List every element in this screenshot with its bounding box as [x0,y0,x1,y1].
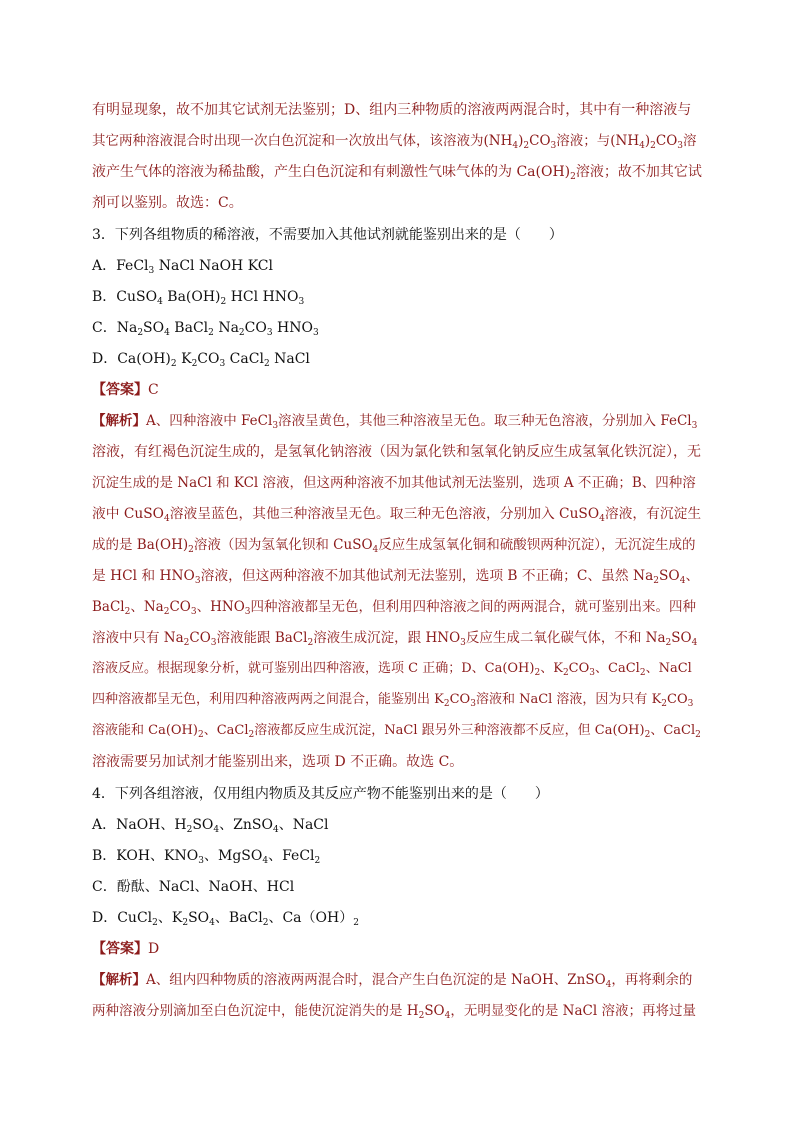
q3-option-c: C．$Na_2SO_4$ BaCl$_2$ $Na_2CO_3$ $HNO_3$ [92,320,319,338]
q3-answer [92,381,159,399]
q3-analysis-line-1 [92,412,697,430]
q3-analysis-text-1: A、四种溶液中 FeCl$_3$溶液呈黄色，其他三种溶液呈无色。取三种无色溶液，分别加入 FeCl$_3$ [146,413,698,431]
q3-stem: 3．下列各组物质的稀溶液，不需要加入其他试剂就能鉴别出来的是（ ） [92,227,563,243]
q3-analysis-line-10: 四种溶液都呈无色，利用四种溶液两两之间混合，能鉴别出 $K_2CO_3$溶液和 NaCl 溶液，因为只有 $K_2CO_3$ [92,692,694,709]
q3-option-d: D．$Ca(OH)_2$ $K_2CO_3$ CaCl$_2$ NaCl [92,351,310,369]
q4-analysis-tag: 【解析】 [92,972,146,988]
q3-answer-value: C [148,382,159,398]
q3-analysis-line-2: 溶液，有红褐色沉淀生成的，是氢氧化钠溶液（因为氯化铁和氢氧化钠反应生成氢氧化铁沉淀），无 [92,444,701,460]
q4-answer-tag: 【答案】 [92,941,148,957]
q3-analysis-line-5: 成的是 $Ba(OH)_2$溶液（因为氢氧化钡和 CuSO$_4$反应生成氢氧化铜和硫酸钡两种沉淀），无沉淀生成的 [92,537,696,555]
q4-analysis-text-1: A、组内四种物质的溶液两两混合时，混合产生白色沉淀的是 NaOH、ZnSO$_4$，再将剩余的 [146,972,693,990]
q3-answer-tag: 【答案】 [92,382,148,398]
q4-analysis-line-2: 两种溶液分别滴加至白色沉淀中，能使沉淀消失的是 $H_2SO_4$，无明显变化的是 NaCl 溶液；再将过量 [92,1003,696,1021]
q3-option-b: B．CuSO$_4$ $Ba(OH)_2$ HCl $HNO_3$ [92,289,305,307]
q3-analysis-line-3: 沉淀生成的是 NaCl 和 KCl 溶液，但这两种溶液不加其他试剂无法鉴别，选项 A 不正确；B、四种溶 [92,475,696,491]
q3-analysis-line-9: 溶液反应。根据现象分析，就可鉴别出四种溶液，选项 C 正确；D、$Ca(OH)_2$、$K_2CO_3$、CaCl$_2$、NaCl [92,661,692,678]
q3-analysis-line-4: 液中 CuSO$_4$溶液呈蓝色，其他三种溶液呈无色。取三种无色溶液，分别加入 CuSO$_4$溶液，有沉淀生 [92,506,702,524]
prev-analysis-line-2: 其它两种溶液混合时出现一次白色沉淀和一次放出气体，该溶液为$(NH_4)_2CO_3$溶液；与$(NH_4)_2CO_3$溶 [92,133,697,151]
q3-analysis-line-12: 溶液需要另加试剂才能鉴别出来，选项 D 不正确。故选 C。 [92,754,464,770]
q4-answer-value: D [148,941,160,957]
q4-analysis-line-1 [92,971,692,989]
q3-analysis-line-11: 溶液能和 $Ca(OH)_2$、CaCl$_2$溶液都反应生成沉淀，NaCl 跟另外三种溶液都不反应，但 $Ca(OH)_2$、CaCl$_2$ [92,723,701,740]
prev-analysis-line-4: 剂可以鉴别。故选：C。 [92,195,243,211]
q3-analysis-tag: 【解析】 [92,413,146,429]
q4-option-c: C．酚酞、NaCl、NaOH、HCl [92,879,295,895]
q3-analysis-line-6: 是 HCl 和 $HNO_3$溶液，但这两种溶液不加其他试剂无法鉴别，选项 B 不正确；C、虽然 $Na_2SO_4$、 [92,568,700,586]
q4-option-d: D．CuCl$_2$、$K_2SO_4$、BaCl$_2$、$Ca(OH)_2$ [92,910,359,928]
q4-stem: 4．下列各组溶液，仅用组内物质及其反应产物不能鉴别出来的是（ ） [92,786,549,802]
q4-option-a: A．NaOH、$H_2SO_4$、ZnSO$_4$、NaCl [92,817,329,835]
q3-analysis-line-7: BaCl$_2$、$Na_2CO_3$、$HNO_3$四种溶液都呈无色，但利用四种溶液之间的两两混合，就可鉴别出来。四种 [92,599,696,617]
prev-analysis-line-3: 液产生气体的溶液为稀盐酸，产生白色沉淀和有刺激性气味气体的为 $Ca(OH)_2$溶液；故不加其它试 [92,164,702,182]
prev-analysis-line-1: 有明显现象，故不加其它试剂无法鉴别；D、组内三种物质的溶液两两混合时，其中有一种溶液与 [92,102,692,118]
q3-analysis-line-8: 溶液中只有 $Na_2CO_3$溶液能跟 BaCl$_2$溶液生成沉淀，跟 $HNO_3$反应生成二氧化碳气体，不和 $Na_2SO_4$ [92,630,698,648]
q3-option-a: A．FeCl$_3$ NaCl NaOH KCl [92,258,273,276]
q4-answer [92,940,159,958]
q4-option-b: B．KOH、$KNO_3$、MgSO$_4$、FeCl$_2$ [92,848,321,866]
